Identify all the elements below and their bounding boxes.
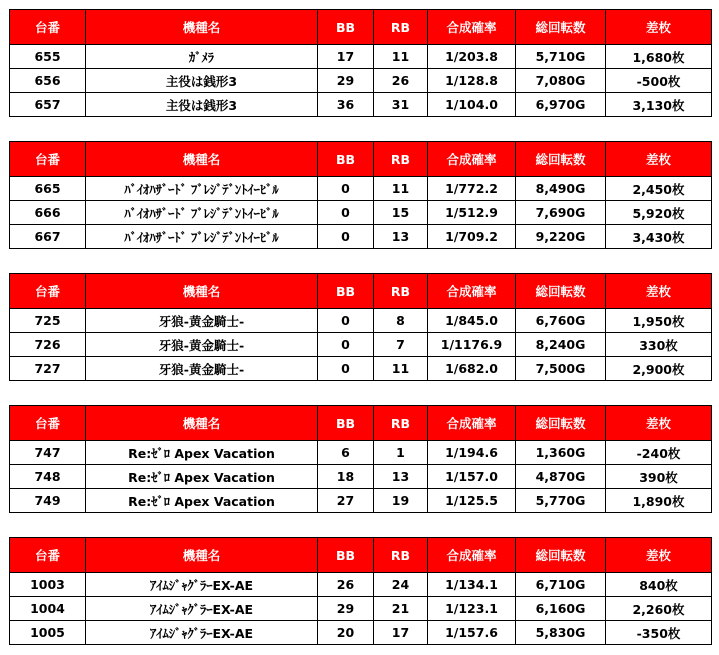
cell-machine-number: 726 [10, 333, 86, 357]
cell-medal-difference: 330枚 [606, 333, 712, 357]
cell-combined-probability: 1/772.2 [428, 177, 516, 201]
header-machine-number: 台番 [10, 142, 86, 177]
cell-rb: 11 [374, 45, 428, 69]
cell-combined-probability: 1/123.1 [428, 597, 516, 621]
header-medal-difference: 差枚 [606, 274, 712, 309]
cell-machine-number: 666 [10, 201, 86, 225]
cell-bb: 0 [318, 357, 374, 381]
cell-medal-difference: 3,130枚 [606, 93, 712, 117]
cell-combined-probability: 1/203.8 [428, 45, 516, 69]
cell-bb: 6 [318, 441, 374, 465]
cell-rb: 15 [374, 201, 428, 225]
machine-table-2 [9, 141, 712, 249]
header-machine-number: 台番 [10, 274, 86, 309]
cell-machine-name: 主役は銭形3 [86, 69, 318, 93]
cell-machine-name: 牙狼-黄金騎士- [86, 309, 318, 333]
cell-bb: 20 [318, 621, 374, 645]
cell-total-spins: 9,220G [516, 225, 606, 249]
header-medal-difference: 差枚 [606, 10, 712, 45]
cell-combined-probability: 1/134.1 [428, 573, 516, 597]
machine-table-1 [9, 9, 712, 117]
cell-machine-name: 牙狼-黄金騎士- [86, 333, 318, 357]
cell-combined-probability: 1/194.6 [428, 441, 516, 465]
cell-machine-name: ﾊﾞｲｵﾊｻﾞｰﾄﾞ ﾌﾞﾚｼﾞﾃﾞﾝﾄｲｰﾋﾞﾙ [86, 177, 318, 201]
cell-combined-probability: 1/157.6 [428, 621, 516, 645]
header-rb: RB [374, 274, 428, 309]
header-total-spins: 総回転数 [516, 406, 606, 441]
header-combined-probability: 合成確率 [428, 538, 516, 573]
cell-machine-name: ｱｲﾑｼﾞｬｸﾞﾗｰEX-AE [86, 573, 318, 597]
header-medal-difference: 差枚 [606, 406, 712, 441]
table-row [10, 69, 712, 93]
cell-total-spins: 6,760G [516, 309, 606, 333]
machine-data-tables [9, 9, 712, 645]
cell-machine-number: 727 [10, 357, 86, 381]
cell-bb: 0 [318, 309, 374, 333]
header-machine-name: 機種名 [86, 538, 318, 573]
header-bb: BB [318, 10, 374, 45]
cell-rb: 24 [374, 573, 428, 597]
header-medal-difference: 差枚 [606, 142, 712, 177]
header-combined-probability: 合成確率 [428, 274, 516, 309]
cell-machine-number: 747 [10, 441, 86, 465]
table-row [10, 309, 712, 333]
cell-total-spins: 5,770G [516, 489, 606, 513]
cell-machine-name: Re:ｾﾞﾛ Apex Vacation [86, 441, 318, 465]
cell-bb: 26 [318, 573, 374, 597]
table-header-row [10, 406, 712, 441]
cell-machine-number: 1003 [10, 573, 86, 597]
cell-bb: 27 [318, 489, 374, 513]
cell-combined-probability: 1/682.0 [428, 357, 516, 381]
cell-bb: 29 [318, 597, 374, 621]
table-row [10, 573, 712, 597]
header-bb: BB [318, 538, 374, 573]
table-header-row [10, 10, 712, 45]
table-row [10, 333, 712, 357]
cell-bb: 17 [318, 45, 374, 69]
cell-machine-number: 749 [10, 489, 86, 513]
header-machine-name: 機種名 [86, 406, 318, 441]
cell-combined-probability: 1/512.9 [428, 201, 516, 225]
cell-medal-difference: 3,430枚 [606, 225, 712, 249]
cell-machine-number: 665 [10, 177, 86, 201]
cell-bb: 0 [318, 201, 374, 225]
header-machine-number: 台番 [10, 10, 86, 45]
cell-rb: 8 [374, 309, 428, 333]
cell-bb: 0 [318, 333, 374, 357]
table-header-row [10, 142, 712, 177]
header-rb: RB [374, 10, 428, 45]
cell-medal-difference: 1,890枚 [606, 489, 712, 513]
table-row [10, 93, 712, 117]
table-row [10, 621, 712, 645]
cell-combined-probability: 1/709.2 [428, 225, 516, 249]
header-combined-probability: 合成確率 [428, 142, 516, 177]
cell-medal-difference: 5,920枚 [606, 201, 712, 225]
cell-machine-number: 657 [10, 93, 86, 117]
cell-medal-difference: 2,450枚 [606, 177, 712, 201]
table-header-row [10, 538, 712, 573]
table-row [10, 45, 712, 69]
cell-machine-number: 1005 [10, 621, 86, 645]
cell-rb: 11 [374, 177, 428, 201]
machine-table-4 [9, 405, 712, 513]
cell-medal-difference: 390枚 [606, 465, 712, 489]
cell-machine-name: 牙狼-黄金騎士- [86, 357, 318, 381]
cell-medal-difference: 1,680枚 [606, 45, 712, 69]
cell-combined-probability: 1/1176.9 [428, 333, 516, 357]
header-machine-name: 機種名 [86, 142, 318, 177]
table-row [10, 597, 712, 621]
header-total-spins: 総回転数 [516, 538, 606, 573]
cell-total-spins: 6,160G [516, 597, 606, 621]
cell-machine-name: Re:ｾﾞﾛ Apex Vacation [86, 489, 318, 513]
table-row [10, 489, 712, 513]
cell-machine-number: 748 [10, 465, 86, 489]
cell-total-spins: 5,830G [516, 621, 606, 645]
header-total-spins: 総回転数 [516, 274, 606, 309]
cell-machine-name: ｱｲﾑｼﾞｬｸﾞﾗｰEX-AE [86, 621, 318, 645]
cell-rb: 7 [374, 333, 428, 357]
header-machine-name: 機種名 [86, 10, 318, 45]
cell-total-spins: 5,710G [516, 45, 606, 69]
header-total-spins: 総回転数 [516, 142, 606, 177]
cell-machine-number: 656 [10, 69, 86, 93]
cell-bb: 18 [318, 465, 374, 489]
cell-medal-difference: 840枚 [606, 573, 712, 597]
header-combined-probability: 合成確率 [428, 10, 516, 45]
cell-rb: 19 [374, 489, 428, 513]
header-bb: BB [318, 142, 374, 177]
cell-rb: 13 [374, 465, 428, 489]
table-row [10, 465, 712, 489]
machine-table-3 [9, 273, 712, 381]
cell-combined-probability: 1/104.0 [428, 93, 516, 117]
cell-machine-number: 1004 [10, 597, 86, 621]
cell-combined-probability: 1/157.0 [428, 465, 516, 489]
cell-bb: 36 [318, 93, 374, 117]
cell-bb: 0 [318, 225, 374, 249]
cell-rb: 31 [374, 93, 428, 117]
cell-machine-name: ｱｲﾑｼﾞｬｸﾞﾗｰEX-AE [86, 597, 318, 621]
cell-rb: 26 [374, 69, 428, 93]
cell-machine-name: ﾊﾞｲｵﾊｻﾞｰﾄﾞ ﾌﾞﾚｼﾞﾃﾞﾝﾄｲｰﾋﾞﾙ [86, 201, 318, 225]
cell-rb: 13 [374, 225, 428, 249]
table-row [10, 441, 712, 465]
cell-machine-name: Re:ｾﾞﾛ Apex Vacation [86, 465, 318, 489]
header-rb: RB [374, 538, 428, 573]
cell-total-spins: 6,710G [516, 573, 606, 597]
table-row [10, 177, 712, 201]
cell-total-spins: 8,490G [516, 177, 606, 201]
cell-combined-probability: 1/845.0 [428, 309, 516, 333]
cell-medal-difference: -350枚 [606, 621, 712, 645]
cell-medal-difference: -240枚 [606, 441, 712, 465]
cell-machine-number: 667 [10, 225, 86, 249]
table-header-row [10, 274, 712, 309]
cell-total-spins: 7,690G [516, 201, 606, 225]
cell-machine-name: ｶﾞﾒﾗ [86, 45, 318, 69]
header-rb: RB [374, 406, 428, 441]
cell-rb: 1 [374, 441, 428, 465]
header-machine-number: 台番 [10, 406, 86, 441]
header-total-spins: 総回転数 [516, 10, 606, 45]
cell-machine-number: 725 [10, 309, 86, 333]
cell-total-spins: 1,360G [516, 441, 606, 465]
cell-machine-name: ﾊﾞｲｵﾊｻﾞｰﾄﾞ ﾌﾞﾚｼﾞﾃﾞﾝﾄｲｰﾋﾞﾙ [86, 225, 318, 249]
header-rb: RB [374, 142, 428, 177]
cell-combined-probability: 1/125.5 [428, 489, 516, 513]
header-bb: BB [318, 406, 374, 441]
cell-bb: 29 [318, 69, 374, 93]
table-row [10, 357, 712, 381]
header-bb: BB [318, 274, 374, 309]
cell-medal-difference: 1,950枚 [606, 309, 712, 333]
cell-total-spins: 4,870G [516, 465, 606, 489]
machine-table-5 [9, 537, 712, 645]
cell-medal-difference: 2,260枚 [606, 597, 712, 621]
cell-rb: 21 [374, 597, 428, 621]
table-row [10, 201, 712, 225]
cell-machine-number: 655 [10, 45, 86, 69]
cell-bb: 0 [318, 177, 374, 201]
header-combined-probability: 合成確率 [428, 406, 516, 441]
cell-medal-difference: -500枚 [606, 69, 712, 93]
cell-combined-probability: 1/128.8 [428, 69, 516, 93]
cell-rb: 17 [374, 621, 428, 645]
header-medal-difference: 差枚 [606, 538, 712, 573]
cell-total-spins: 7,080G [516, 69, 606, 93]
table-row [10, 225, 712, 249]
header-machine-number: 台番 [10, 538, 86, 573]
header-machine-name: 機種名 [86, 274, 318, 309]
cell-machine-name: 主役は銭形3 [86, 93, 318, 117]
cell-medal-difference: 2,900枚 [606, 357, 712, 381]
cell-total-spins: 7,500G [516, 357, 606, 381]
cell-total-spins: 8,240G [516, 333, 606, 357]
cell-total-spins: 6,970G [516, 93, 606, 117]
cell-rb: 11 [374, 357, 428, 381]
